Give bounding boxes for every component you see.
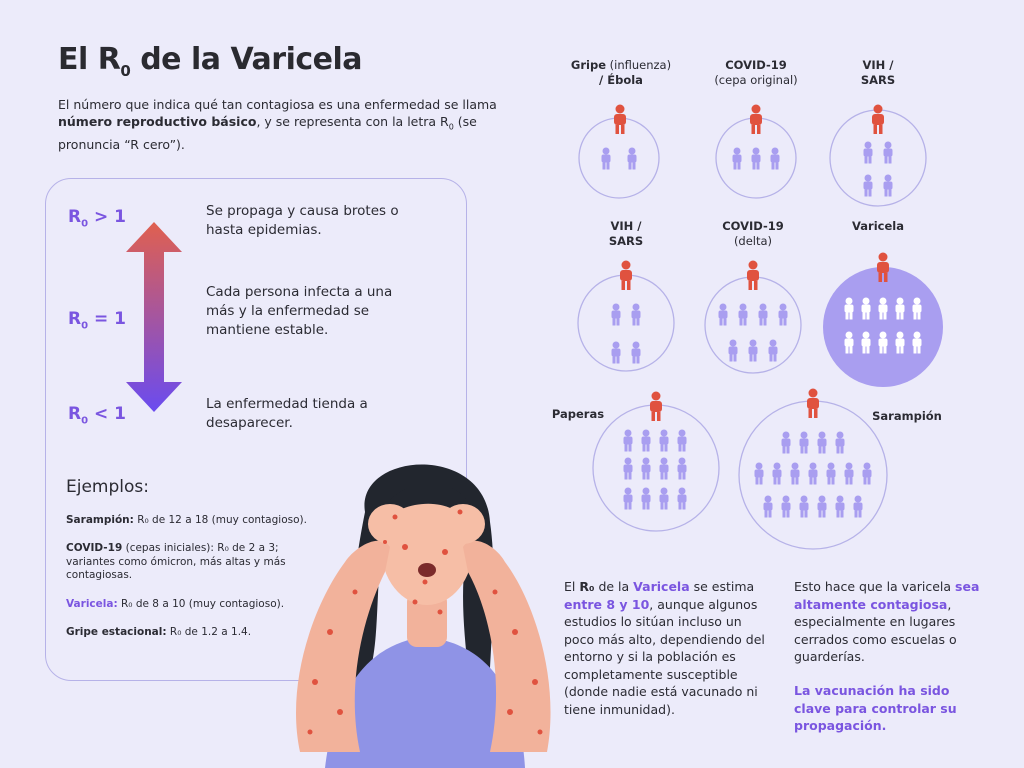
label-hiv-sars-1: VIH / SARS <box>860 58 896 87</box>
sick-woman-illustration <box>285 452 560 768</box>
example-covid: COVID-19 (cepas iniciales): R₀ de 2 a 3; variantes como ómicron, más altas y más contagiosas. <box>66 542 286 581</box>
chickenpox-r0-paragraph: El R₀ de la Varicela se estima entre 8 y 10, aunque algunos estudios lo sitúan incluso un poco más alto, dependiendo del entorno y si la población es completamente susceptible (donde nadie está vacunado ni tiene inmunidad). <box>564 579 765 717</box>
label-chickenpox: Varicela <box>852 219 904 233</box>
vaccination-note: La vacunación ha sido clave para controlar su propagación. <box>794 683 957 733</box>
page-title: El $R_0$ de la Varicela <box>58 42 363 80</box>
label-flu: Gripe (influenza) / Ébola <box>570 58 672 87</box>
r0-circles-diagram <box>540 90 1010 560</box>
label-hiv-sars-2: VIH / SARS <box>608 219 644 248</box>
intro-text: El número que indica qué tan contagiosa es una enfermedad se llama número reproductivo básico, y se representa con la letra $R_0$ (se pronuncia “R cero”). <box>58 97 497 152</box>
circle-chickenpox <box>823 267 943 387</box>
r0-greater-label: $R_0 > 1$ <box>68 207 126 230</box>
example-chickenpox: Varicela: R₀ de 8 a 10 (muy contagioso). <box>66 598 285 610</box>
examples-title: Ejemplos: <box>66 477 149 497</box>
r0-equal-label: $R_0 = 1$ <box>68 309 126 332</box>
r0-greater-desc: Se propaga y causa brotes o hasta epidemias. <box>206 203 399 238</box>
example-measles: Sarampión: R₀ de 12 a 18 (muy contagioso). <box>66 514 307 526</box>
circle-hiv-sars-2 <box>578 275 674 371</box>
circle-covid-delta <box>705 277 801 373</box>
r0-less-label: $R_0 < 1$ <box>68 404 126 427</box>
r0-equal-desc: Cada persona infecta a una más y la enfermedad se mantiene estable. <box>206 284 393 338</box>
double-arrow-icon <box>124 222 184 412</box>
circle-mumps <box>593 405 719 531</box>
r0-less-desc: La enfermedad tienda a desaparecer. <box>206 396 368 431</box>
label-mumps: Paperas <box>551 407 605 421</box>
example-flu: Gripe estacional: R₀ de 1.2 a 1.4. <box>66 626 252 638</box>
label-covid-original: COVID-19 (cepa original) <box>714 58 798 87</box>
contagious-paragraph: Esto hace que la varicela sea altamente contagiosa, especialmente en lugares cerrados como escuelas o guarderías. <box>794 579 980 664</box>
label-covid-delta: COVID-19 (delta) <box>722 219 784 248</box>
label-measles: Sarampión <box>872 409 942 423</box>
